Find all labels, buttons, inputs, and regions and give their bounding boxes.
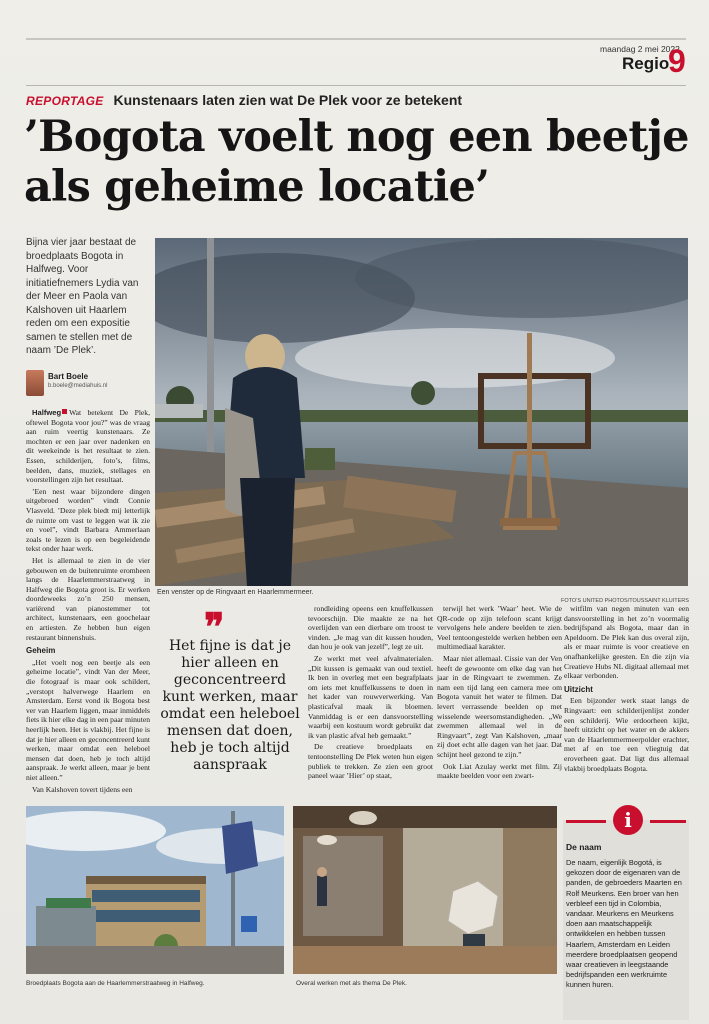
building-photo <box>26 806 284 974</box>
paragraph: Ze werkt met veel afvalmaterialen. „Dit kussen is gemaakt van oud textiel. Ik ben in overleg met een begrafplaats om iets met knuffelkussens te doen in het kader van rouwverwerking. Van plasticafval maak ik bloemen. Vanmiddag is er een dansvoorstelling waarbij een kostuum wordt gebruikt dat ik van plastic afval heb gemaakt.” <box>308 653 433 740</box>
paragraph: rondleiding opeens een knuffelkussen tevoorschijn. Die maakte ze na het overlijden van een dierbare om troost te vinden. „Je mag van dit kussen houden, dan hou je ook van jezelf”, legt ze uit. <box>308 604 433 652</box>
section-name: Regio <box>622 54 670 73</box>
page-number: 9 <box>668 43 686 79</box>
info-box-rule-left <box>566 820 606 823</box>
quote-mark-icon: ❞ <box>204 604 225 649</box>
top-rule <box>26 38 686 40</box>
info-box-rule-right <box>650 820 686 823</box>
article-column-4 <box>564 604 689 775</box>
interior-photo-caption: Overal werken met als thema De Plek. <box>296 980 407 987</box>
intro-text: Bijna vier jaar bestaat de broedplaats Bogota in Halfweg. Voor initiatiefnemers Lydia van der Meer en Paola van Kalshoven uit Haarlem reden om een expositie samen te stellen met de naam ’De Plek’. <box>26 237 139 356</box>
paragraph: terwijl het werk ’Waar’ heet. Wie de QR-code op zijn telefoon scant krijgt vervolgens hele andere beelden te zien. Veel tentoongestelde werken hebben een multimediaal karakter. <box>437 604 562 652</box>
masthead-rule <box>26 85 686 86</box>
interior-photo <box>293 806 557 974</box>
paragraph: Ook Liat Azulay werkt met film. Zij maakte beelden voor een zwart- <box>437 761 562 781</box>
deck-text: Kunstenaars laten zien wat De Plek voor ze betekent <box>113 92 463 108</box>
article-column-2 <box>308 604 433 783</box>
author-name: Bart Boele <box>48 372 89 381</box>
article-column-3 <box>437 604 562 783</box>
paragraph: Een bijzonder werk staat langs de Ringvaart: een schilderijenlijst zonder een schilderij. Wie erdoorheen kijkt, heeft uitzicht op het water en de akkers van de Haarlemmermeerpolder erachter, met af en toe een vliegtuig dat eroverheen gaat. Dat ligt dus allemaal vlakbij broedplaats Bogota. <box>564 696 689 773</box>
paragraph: Maar niet allemaal. Cissie van der Ven heeft de gewoonte om elke dag van het jaar in de Ringvaart te zwemmen. Ze nam een tijd lang een camera mee om Bogota vanuit het water te filmen. Dat levert verrassende beelden op met wisselende weersomstandigheden. „We zwemmen allemaal wel in de Ringvaart”, zegt Van Kalshoven, „maar zij doet echt alle dagen van het jaar. Dat schijnt heel gezond te zijn.” <box>437 653 562 759</box>
headline: ’Bogota voelt nog een beetje als geheime locatie’ <box>24 112 689 212</box>
paragraph: De creatieve broedplaats en tentoonstelling De Plek weten hun eigen publiek te trekken. Ze zien een groot paneel waar ’Hier’ op staat, <box>308 742 433 781</box>
paragraph: witfilm van negen minuten van een dansvoorstelling in het zo’n voormalig bedrijfspand als Bogota, maar dan in Apeldoorn. De Plek kan dus overal zijn, als er maar ruimte is voor creatieve en onafhankelijke geesten. En die zijn via Creatieve Hubs NL digitaal allemaal met elkaar verbonden. <box>564 604 689 681</box>
subhead-geheim: Geheim <box>26 646 56 656</box>
paragraph-text: Wat betekent De Plek, oftewel Bogota voor jou?” was de vraag aan ruim veertig kunstenaars. Ze mochten er een jaar over nadenken en dit weekeinde is het resultaat te zien. Essen, schilderijen, foto’s, films, beelden, dans, muziek, stellages en voorstellingen zijn het resultaat. <box>26 408 150 485</box>
issue-date: maandag 2 mei 2022 <box>600 44 680 54</box>
author-email: b.boele@mediahuis.nl <box>48 383 108 389</box>
author-avatar <box>26 370 44 396</box>
author-byline <box>26 370 150 400</box>
main-photo-illustration <box>155 238 688 586</box>
info-box-text: De naam, eigenlijk Bogotá, is gekozen door de eigenaren van de panden, de gebroeders Maarten en Rolf Meurkens. Een broer van hen verbleef een tijd in Colombia, vandaar. Meurkens en Meurkens doen aan maatschappelijk ontwikkelen en hebben tussen Haarlem, Amsterdam en Leiden meerdere broedplaatsen geopend waar creatieven in leegstaande bedrijfspanden een werkruimte kunnen huren. <box>566 858 682 990</box>
info-icon: i <box>613 805 643 835</box>
kicker-tag: REPORTAGE <box>26 94 104 108</box>
paragraph: „Het voelt nog een beetje als een geheime locatie”, vindt Van der Meer, die fotograaf is maar ook schildert, „verstopt halverwege Haarlem en Amsterdam. Eerst vond ik Bogota best ver van Haarlem liggen, maar inmiddels fiets ik hier elke dag in een paar minuten heerlijk heen. Het is vlakbij. Het fijne is dat je hier alleen en geconcentreerd kunt werken, maar omdat een heleboel mensen dat doen, heb je toch altijd aanspraak. Je werkt alleen, maar je bent niet alleen.” <box>26 657 150 782</box>
info-box-title: De naam <box>566 842 602 852</box>
photo-credit: FOTO’S UNITED PHOTOS/TOUSSAINT KLUITERS <box>561 598 689 604</box>
dateline-square-icon <box>62 409 67 414</box>
building-photo-illustration <box>26 806 284 974</box>
main-photo <box>155 238 688 586</box>
dateline: Halfweg <box>32 408 62 417</box>
kicker-line <box>26 92 462 108</box>
main-photo-caption: Een venster op de Ringvaart en Haarlemmermeer. <box>157 589 314 596</box>
interior-photo-illustration <box>293 806 557 974</box>
pull-quote: Het fijne is dat je hier alleen en geconcentreerd kunt werken, maar omdat een heleboel mensen dat doen, heb je toch altijd aanspraak <box>160 638 300 773</box>
paragraph: Van Kalshoven tovert tijdens een <box>32 784 133 794</box>
article-column-1 <box>26 408 150 796</box>
building-photo-caption: Broedplaats Bogota aan de Haarlemmerstraatweg in Halfweg. <box>26 980 205 987</box>
subhead-uitzicht: Uitzicht <box>564 684 593 694</box>
paragraph <box>26 408 150 485</box>
paragraph: ’Een nest waar bijzondere dingen uitgebroed worden” vindt Connie Vlasveld. ’Deze plek biedt mij letterlijk de ruimte om vast te leggen wat ik zie en voel”, vindt Barbara Ammerlaan zoals te lezen is op een begeleidende tekst onder haar werk. <box>26 486 150 554</box>
paragraph: Het is allemaal te zien in de vier gebouwen en de buitenruimte eromheen langs de Haarlemmerstraatweg in Halfweg die Bogota groot is. Er werken doordeweeks zo’n 250 mensen, variërend van pianostemmer tot architect, kunstenaars, een goochelaar en artiesten. Ze hebben hun eigen restaurant binnenshuis. <box>26 555 150 642</box>
